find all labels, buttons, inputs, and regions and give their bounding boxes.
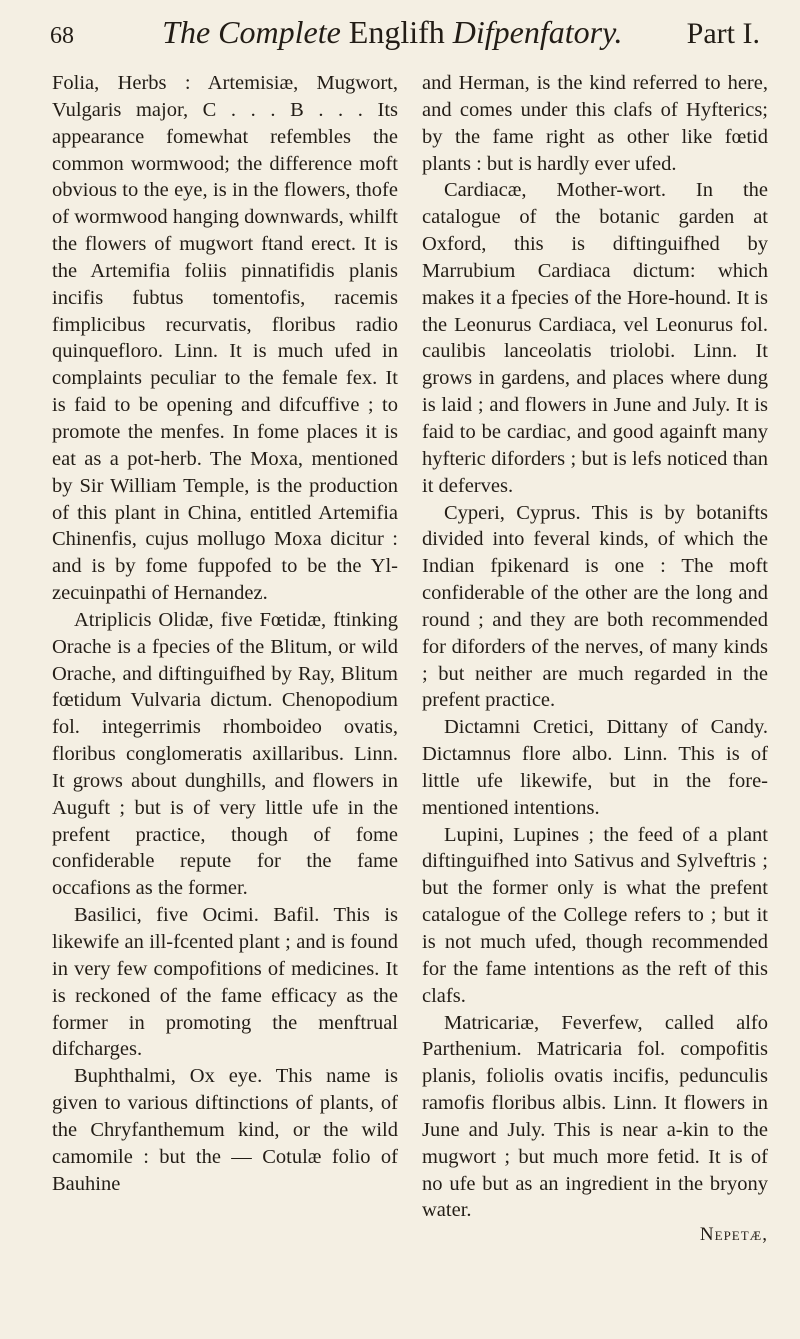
entry-artemisia: Folia, Herbs : Artemisiæ, Mugwort, Vulgaris major, C . . . B . . . Its appearance fomewhat refembles the common wormwood; the difference moft obvious to the eye, is in the flowers, thofe of wormwood hanging downwards, whilft the flowers of mugwort ftand erect. It is the Artemifia foliis pinnatifidis planis incifis fubtus tomentofis, racemis fimplicibus recurvatis, floribus radio quinquefloro. Linn. It is much ufed in complaints peculiar to the female fex. It is faid to be opening and difcuffive ; to promote the menfes. In fome places it is eat as a pot-herb. The Moxa, mentioned by Sir William Temple, is the production of this plant in China, entitled Artemifia Chinenfis, cujus mollugo Moxa dicitur : and is by fome fuppofed to be the Yl-zecuinpathi of Hernandez.: [52, 72, 398, 605]
part-label: Part I.: [686, 17, 760, 50]
entry-lupini: Lupini, Lupines ; the feed of a plant diftinguifhed into Sativus and Sylveftris ; but the former only is what the prefent catalogue of the College refers to ; but it is not much ufed, though recommended for the fame intentions as the reft of this clafs.: [422, 823, 768, 1007]
title-part-1: The Complete: [162, 14, 349, 50]
running-header: [50, 14, 760, 62]
title-part-2: Englifh: [348, 14, 445, 50]
right-column: [422, 70, 768, 1246]
entry-basilici: Basilici, five Ocimi. Bafil. This is likewife an ill-fcented plant ; and is found in very few compofitions of medicines. It is reckoned of the fame efficacy as the former in promoting the menftrual difcharges.: [52, 904, 398, 1061]
entry-matricariae: Matricariæ, Feverfew, called alfo Parthenium. Matricaria fol. compofitis planis, foliolis ovatis incifis, pedunculis ramofis floribus albis. Linn. It flowers in June and July. This is near a-kin to the mugwort ; but much more fetid. It is of no ufe but as an ingredient in the bryony water.: [422, 1011, 768, 1222]
page-number: 68: [50, 23, 74, 49]
entry-dictamni: Dictamni Cretici, Dittany of Candy. Dictamnus flore albo. Linn. This is of little ufe likewife, but in the fore-mentioned intentions.: [422, 716, 768, 819]
entry-buphthalmi: Buphthalmi, Ox eye. This name is given to various diftinctions of plants, of the Chryfanthemum kind, or the wild camomile : but the — Cotulæ folio of Bauhine: [52, 1065, 398, 1195]
entry-cyperi: Cyperi, Cyprus. This is by botanifts divided into feveral kinds, of which the Indian fpikenard is one : The moft confiderable of the other are the long and round ; and they are both recommended for diforders of the nerves, of many kinds ; but neither are much regarded in the prefent practice.: [422, 501, 768, 712]
entry-continuation: and Herman, is the kind referred to here, and comes under this clafs of Hyfterics; by the fame right as other like fœtid plants : but is hardly ever ufed.: [422, 72, 768, 175]
entry-cardiacae: Cardiacæ, Mother-wort. In the catalogue of the botanic garden at Oxford, this is diftinguifhed by Marrubium Cardiaca dictum: which makes it a fpecies of the Hore-hound. It is the Leonurus Cardiaca, vel Leonurus fol. caulibis lanceolatis triolobi. Linn. It grows in gardens, and places where dung is laid ; and flowers in June and July. It is faid to be cardiac, and good againft many hyfteric diforders ; but is lefs noticed than it deferves.: [422, 179, 768, 497]
two-column-body: [52, 70, 768, 1246]
running-title: [98, 14, 687, 51]
catchword: Nepetæ,: [699, 1224, 768, 1246]
title-part-3: Difpenfatory.: [444, 14, 623, 50]
left-column: [52, 70, 398, 1246]
entry-atriplicis: Atriplicis Olidæ, five Fœtidæ, ftinking Orache is a fpecies of the Blitum, or wild Orache, and diftinguifhed by Ray, Blitum fœtidum Vulvaria dictum. Chenopodium fol. integerrimis rhomboideo ovatis, floribus conglomeratis axillaribus. Linn. It grows about dunghills, and flowers in Auguft ; but is of very little ufe in the prefent practice, though of fome confiderable repute for the fame occafions as the former.: [52, 608, 398, 900]
